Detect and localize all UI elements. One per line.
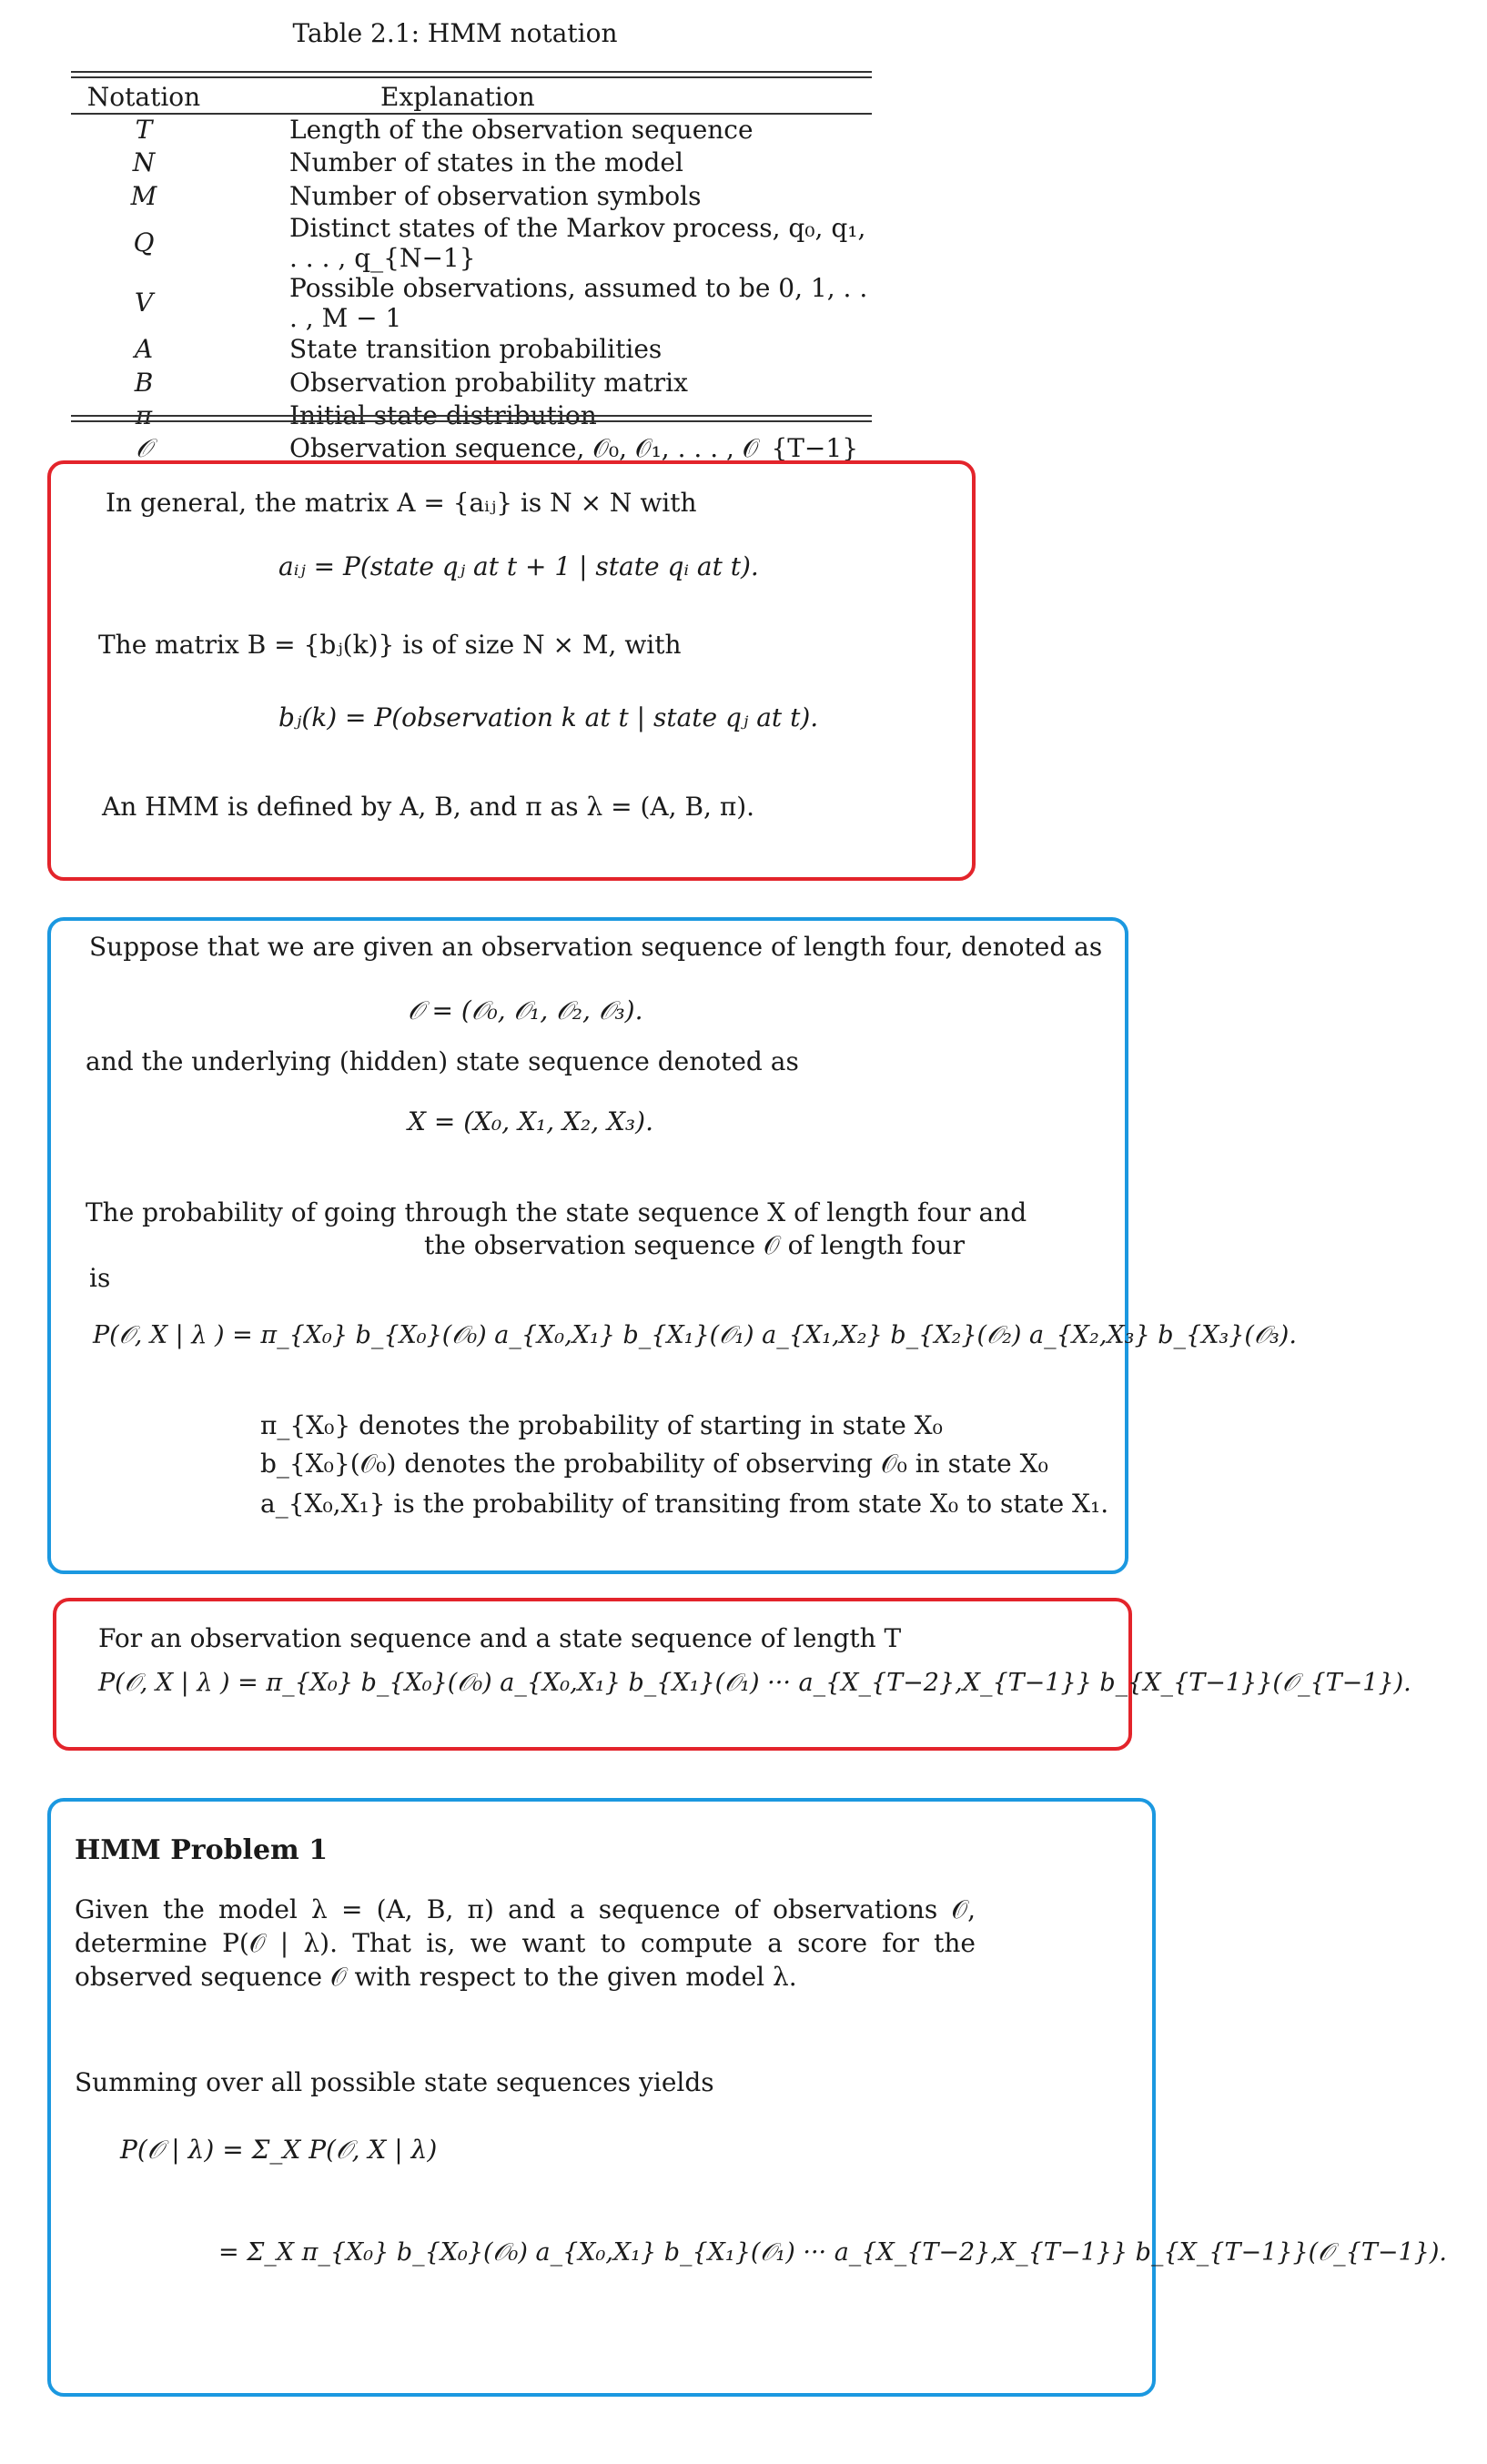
explanation-cell: Distinct states of the Markov process, q₀, q₁, . . . , q_{N−1} [289, 212, 866, 273]
explanation-cell: Possible observations, assumed to be 0, 1, . . . , M − 1 [289, 272, 868, 333]
table-caption: Table 2.1: HMM notation [292, 18, 618, 48]
table-row [71, 333, 872, 367]
problem-paragraph: Given the model λ = (A, B, π) and a sequence of observations 𝒪, determine P(𝒪 | λ). That is, we want to compute a score for the observed sequence 𝒪 with respect to the given model λ. [75, 1894, 976, 1992]
header-notation: Notation [86, 81, 201, 112]
header-explanation: Explanation [380, 81, 535, 112]
box3-line1: For an observation sequence and a state sequence of length T [98, 1623, 902, 1653]
notation-cell: V [134, 288, 154, 318]
box2-note3: a_{X₀,X₁} is the probability of transiting from state X₀ to state X₁. [260, 1489, 1109, 1519]
notation-cell: Q [133, 227, 155, 258]
table-row [71, 146, 872, 180]
problem-title: HMM Problem 1 [75, 1834, 329, 1866]
explanation-cell: State transition probabilities [289, 334, 663, 365]
box4-eq2: = Σ_X π_{X₀} b_{X₀}(𝒪₀) a_{X₀,X₁} b_{X₁}(𝒪₁) ··· a_{X_{T−2},X_{T−1}} b_{X_{T−1}}(𝒪_{T−1}). [218, 2238, 1447, 2267]
explanation-cell: Observation sequence, 𝒪₀, 𝒪₁, . . . , 𝒪_{T−1} [289, 433, 859, 464]
explanation-cell: Length of the observation sequence [289, 114, 754, 145]
notation-cell: A [134, 334, 154, 365]
table-top-rule [71, 71, 872, 73]
notation-cell: T [135, 114, 153, 145]
table-row [71, 113, 872, 146]
box1-line2: The matrix B = {bⱼ(k)} is of size N × M, with [98, 630, 682, 660]
notation-cell: 𝒪 [136, 433, 152, 464]
explanation-cell: Initial state distribution [289, 400, 597, 431]
explanation-cell: Number of observation symbols [289, 180, 702, 211]
notation-cell: N [132, 147, 156, 178]
box2-eq2: X = (X₀, X₁, X₂, X₃). [408, 1106, 653, 1136]
table-body [71, 113, 872, 466]
box2-line2: and the underlying (hidden) state sequence denoted as [86, 1046, 799, 1076]
box2-note2: b_{X₀}(𝒪₀) denotes the probability of observing 𝒪₀ in state X₀ [260, 1449, 1048, 1479]
box2-line5: is [89, 1263, 111, 1293]
notation-cell: π [135, 400, 153, 431]
box1-line3: An HMM is defined by A, B, and π as λ = (A, B, π). [102, 792, 755, 822]
hmm-problem-1-box [47, 1798, 1156, 2397]
box2-line3: The probability of going through the state sequence X of length four and [86, 1197, 1027, 1227]
explanation-cell: Observation probability matrix [289, 367, 688, 398]
box3-eq1: P(𝒪, X | λ ) = π_{X₀} b_{X₀}(𝒪₀) a_{X₀,X₁} b_{X₁}(𝒪₁) ··· a_{X_{T−2},X_{T−1}} b_{X_{T−1}}(𝒪_{T−1}). [98, 1669, 1411, 1697]
box2-eq3: P(𝒪, X | λ ) = π_{X₀} b_{X₀}(𝒪₀) a_{X₀,X₁} b_{X₁}(𝒪₁) a_{X₁,X₂} b_{X₂}(𝒪₂) a_{X₂,X₃} b_{X₃}(𝒪₃). [93, 1321, 1297, 1349]
box2-note1: π_{X₀} denotes the probability of starting in state X₀ [260, 1410, 943, 1440]
table-header-rule [71, 113, 872, 115]
notation-cell: M [130, 180, 157, 211]
box2-line1: Suppose that we are given an observation sequence of length four, denoted as [89, 932, 1103, 962]
box4-eq1: P(𝒪 | λ) = Σ_X P(𝒪, X | λ) [120, 2135, 438, 2165]
table-row [71, 366, 872, 399]
box4-line2: Summing over all possible state sequences yields [75, 2067, 714, 2097]
box1-line1: In general, the matrix A = {aᵢⱼ} is N × N with [106, 488, 697, 518]
box2-eq1: 𝒪 = (𝒪₀, 𝒪₁, 𝒪₂, 𝒪₃). [408, 995, 643, 1025]
table-row [71, 179, 872, 213]
table-top-rule-2 [71, 76, 872, 78]
table-row [71, 213, 872, 273]
box2-line4: the observation sequence 𝒪 of length four [424, 1230, 965, 1260]
notation-cell: B [134, 367, 154, 398]
hmm-notation-table [71, 80, 872, 466]
table-bottom-rule-2 [71, 420, 872, 422]
table-header-row [71, 80, 872, 113]
box1-eq2: bⱼ(k) = P(observation k at t | state qⱼ at t). [278, 702, 819, 732]
table-row [71, 273, 872, 333]
explanation-cell: Number of states in the model [289, 147, 683, 178]
box1-eq1: aᵢⱼ = P(state qⱼ at t + 1 | state qᵢ at t). [278, 551, 759, 581]
table-bottom-rule [71, 415, 872, 417]
